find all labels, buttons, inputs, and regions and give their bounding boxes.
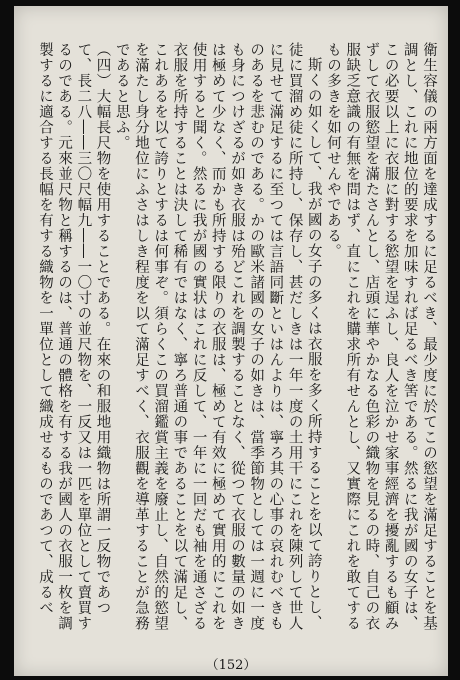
paragraph-1: 衛生容儀の兩方面を達成するに足るべき、最少度に於てこの慾望を滿足することを基調とし、これに地位的要求を加味すれば足るべき筈である。然るに我が國の女子は、この必要以上に衣服に對する慾望を逞ふし、良人を泣かせ家事經濟を擾亂するも顧みずして衣服慾望を滿たさんとし、店頭に華やかなる色彩の織物を見るの時、自己の衣服缺乏意識の有無を問はず、直にこれを購求所有せんとし、又實際にこれを敢てするもの多きを如何せんやである。 [324,42,437,631]
page-number: （152） [205,658,257,673]
paragraph-3: （四）大幅長尺物を使用することである。在來の和服地用織物は所謂一反物であつて、長二八――三〇尺幅九――一〇寸の並尺物を、一反又は一匹を單位として賣買するのである。元來並尺物と稱するのは、普通の體格を有する我が國人の衣服一枚を調製するに適合する長幅を有する織物を一單位として織成せるものであつて、成るべ [36,42,111,631]
paragraph-2: 斯くの如くして、我が國の女子の多くは衣服を多く所持することを以て誇りとし、徒に買溜め徒に所持し、保存し、甚だしきは一年一度の土用干にこれを陳列して世人に見せて滿足するに至つては言語同斷といはんよりは、寧ろ其の心事の哀れむべきものあるを悲むのである。かの歐米諸國の女子の如きは、當季節物としては一週に一度も身につけざるが如き衣服は殆どこれを調製することなく、從つて衣服の數量の如きは極めて少なく、而かも所持する限りの衣服は、極めて有效に極めて實用的にこれを使用すると聞く。然るに我が國の實状はこれに反して、一年に一回だも袖を通さざる衣服を所持することは決して稀有ではなく、寧ろ普通の事であることを以て滿足し、これあるを以て誇りとするは何事ぞ。須らくこの買溜鑑賞主義を廢止し、自然的慾望を滿たし身分地位にふさはしき程度を以て滿足すべく、衣服觀を導革することが急務であると思ふ。 [113,42,322,631]
vertical-body-text [28,42,438,642]
book-page [14,6,448,676]
